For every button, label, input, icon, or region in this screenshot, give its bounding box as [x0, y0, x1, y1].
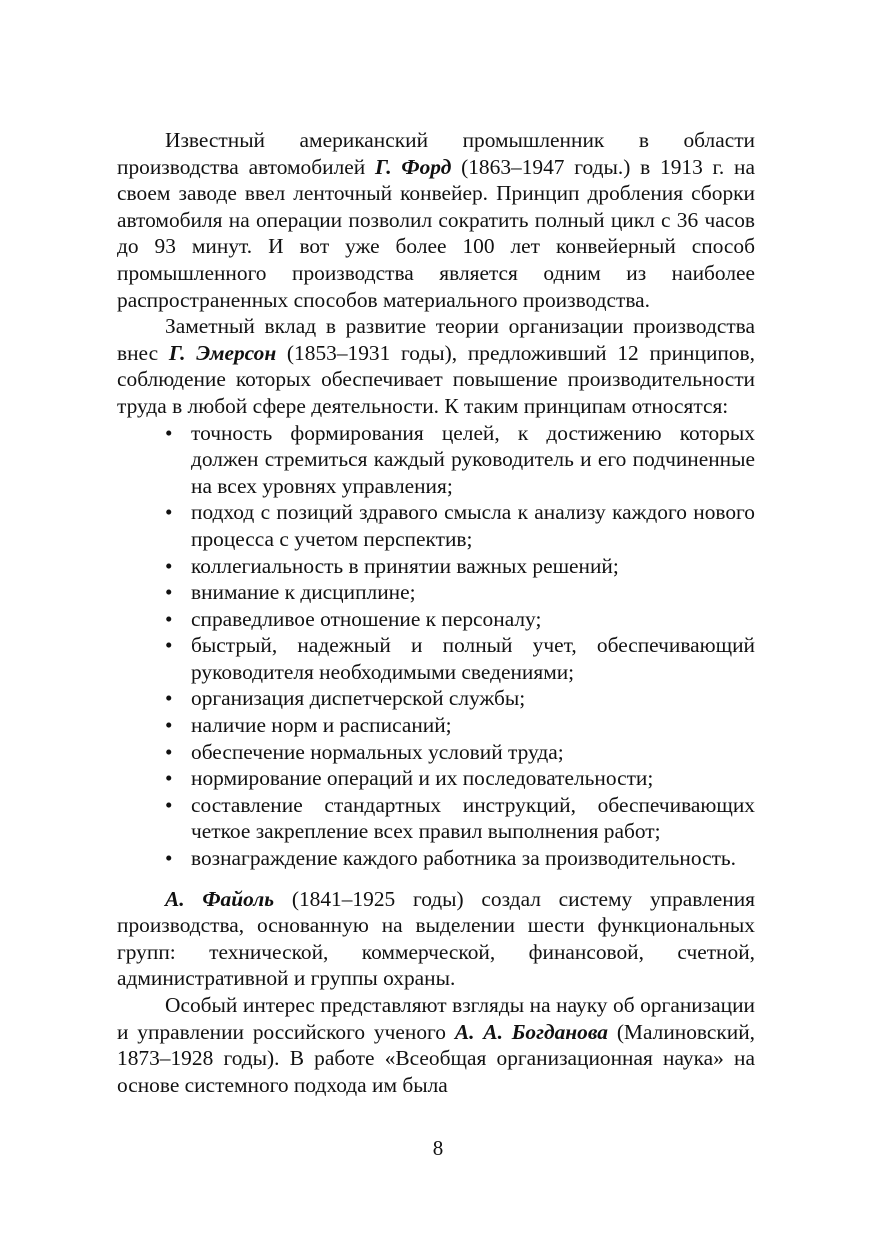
name-ford: Г. Форд: [374, 154, 452, 179]
paragraph-emerson: [117, 313, 755, 419]
paragraph-bogdanov: [117, 992, 755, 1098]
paragraph-bogdanov-text-after: (Малиновский, 1873–1928 годы). В работе «Всеобщая организационная наука» на основе системного подхода им была: [117, 1019, 756, 1097]
list-item: • точность формирования целей, к достижению которых должен стремиться каждый руководитель и его подчиненные на всех уровнях управления;: [191, 420, 755, 500]
list-item: • составление стандартных инструкций, обеспечивающих четкое закрепление всех правил выполнения работ;: [191, 792, 755, 845]
principles-list: [117, 420, 755, 872]
list-item: • обеспечение нормальных условий труда;: [191, 739, 755, 766]
list-item: • справедливое отношение к персоналу;: [191, 606, 755, 633]
paragraph-ford-text-after: (1863–1947 годы.) в 1913 г. на своем заводе ввел ленточный конвейер. Принцип дробления сборки автомобиля на операции позволил сократить полный цикл с 36 часов до 93 минут. И вот уже более 100 лет конвейерный способ промышленного производства является одним из наиболее распространенных способов материального производства.: [117, 154, 755, 312]
paragraph-fayol: [117, 886, 755, 992]
list-item: • подход с позиций здравого смысла к анализу каждого нового процесса с учетом перспектив;: [191, 499, 755, 552]
paragraph-emerson-text-before: Заметный вклад в развитие теории организации производства внес: [117, 314, 755, 365]
list-item: • организация диспетчерской службы;: [191, 685, 755, 712]
list-item: • быстрый, надежный и полный учет, обеспечивающий руководителя необходимыми сведениями;: [191, 632, 755, 685]
name-bogdanov: А. А. Богданова: [454, 1019, 608, 1044]
paragraph-bogdanov-text-before: Особый интерес представляют взгляды на науку об организации и управлении российского ученого: [117, 993, 755, 1044]
list-item: • коллегиальность в принятии важных решений;: [191, 553, 755, 580]
list-item: • нормирование операций и их последовательности;: [191, 765, 755, 792]
paragraph-fayol-text-after: (1841–1925 годы) создал систему управления производства, основанную на выделении шести функциональных групп: технической, коммерческой, финансовой, счетной, административной и группы охраны.: [117, 886, 756, 991]
paragraph-emerson-text-after: (1853–1931 годы), предложивший 12 принципов, соблюдение которых обеспечивает повышение производительности труда в любой сфере деятельности. К таким принципам относятся:: [117, 340, 755, 418]
list-item: • наличие норм и расписаний;: [191, 712, 755, 739]
name-emerson: Г. Эмерсон: [168, 340, 277, 365]
page-body: [117, 127, 755, 1098]
paragraph-ford: [117, 127, 755, 313]
name-fayol: А. Файоль: [165, 886, 275, 911]
list-item: • вознаграждение каждого работника за производительность.: [191, 845, 755, 872]
page-number: 8: [432, 1136, 444, 1160]
paragraph-ford-text-before: Известный американский промышленник в области производства автомобилей: [117, 128, 755, 179]
list-item: • внимание к дисциплине;: [191, 579, 755, 606]
